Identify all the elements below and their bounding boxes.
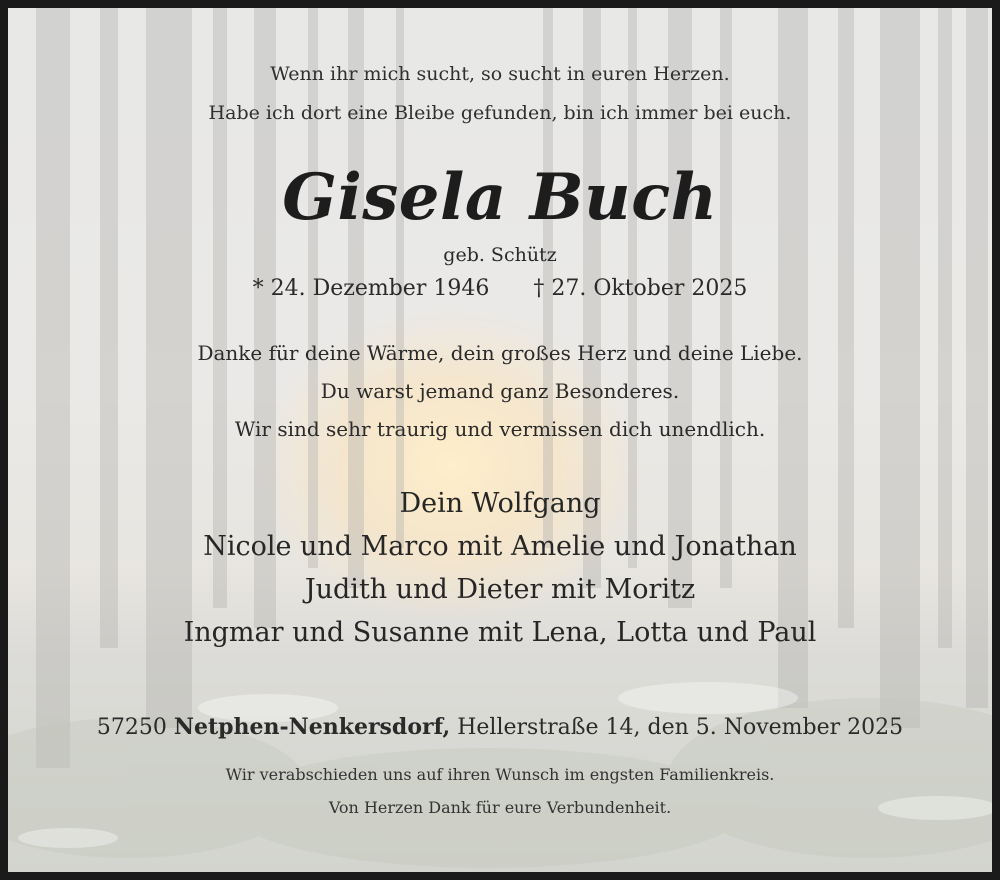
maiden-name: geb. Schütz: [443, 244, 557, 266]
family-line-2: Nicole und Marco mit Amelie und Jonathan: [203, 531, 797, 562]
note-line-2: Von Herzen Dank für eure Verbundenheit.: [328, 798, 672, 817]
obituary-text: [8, 8, 992, 872]
verse-line-1: Wenn ihr mich sucht, so sucht in euren Herzen.: [270, 63, 730, 85]
family-line-3: Judith und Dieter mit Moritz: [304, 574, 696, 605]
deceased-name: Gisela Buch: [282, 160, 718, 235]
obituary-card: [8, 8, 992, 872]
death-date: † 27. Oktober 2025: [533, 276, 748, 301]
address-line: [8, 714, 992, 740]
family-line-1: Dein Wolfgang: [399, 488, 601, 519]
birth-date: * 24. Dezember 1946: [252, 276, 490, 301]
family-line-4: Ingmar und Susanne mit Lena, Lotta und Paul: [183, 617, 817, 648]
thanks-line-3: Wir sind sehr traurig und vermissen dich unendlich.: [234, 417, 766, 441]
thanks-line-1: Danke für deine Wärme, dein großes Herz und deine Liebe.: [197, 341, 803, 365]
postcode: 57250: [96, 715, 167, 740]
verse-line-2: Habe ich dort eine Bleibe gefunden, bin ich immer bei euch.: [208, 102, 792, 124]
thanks-line-2: Du warst jemand ganz Besonderes.: [320, 379, 680, 403]
note-line-1: Wir verabschieden uns auf ihren Wunsch im engsten Familienkreis.: [225, 765, 775, 784]
town: Netphen-Nenkersdorf,: [173, 714, 451, 740]
life-dates: [8, 276, 992, 301]
street-and-date: Hellerstraße 14, den 5. November 2025: [457, 715, 904, 740]
